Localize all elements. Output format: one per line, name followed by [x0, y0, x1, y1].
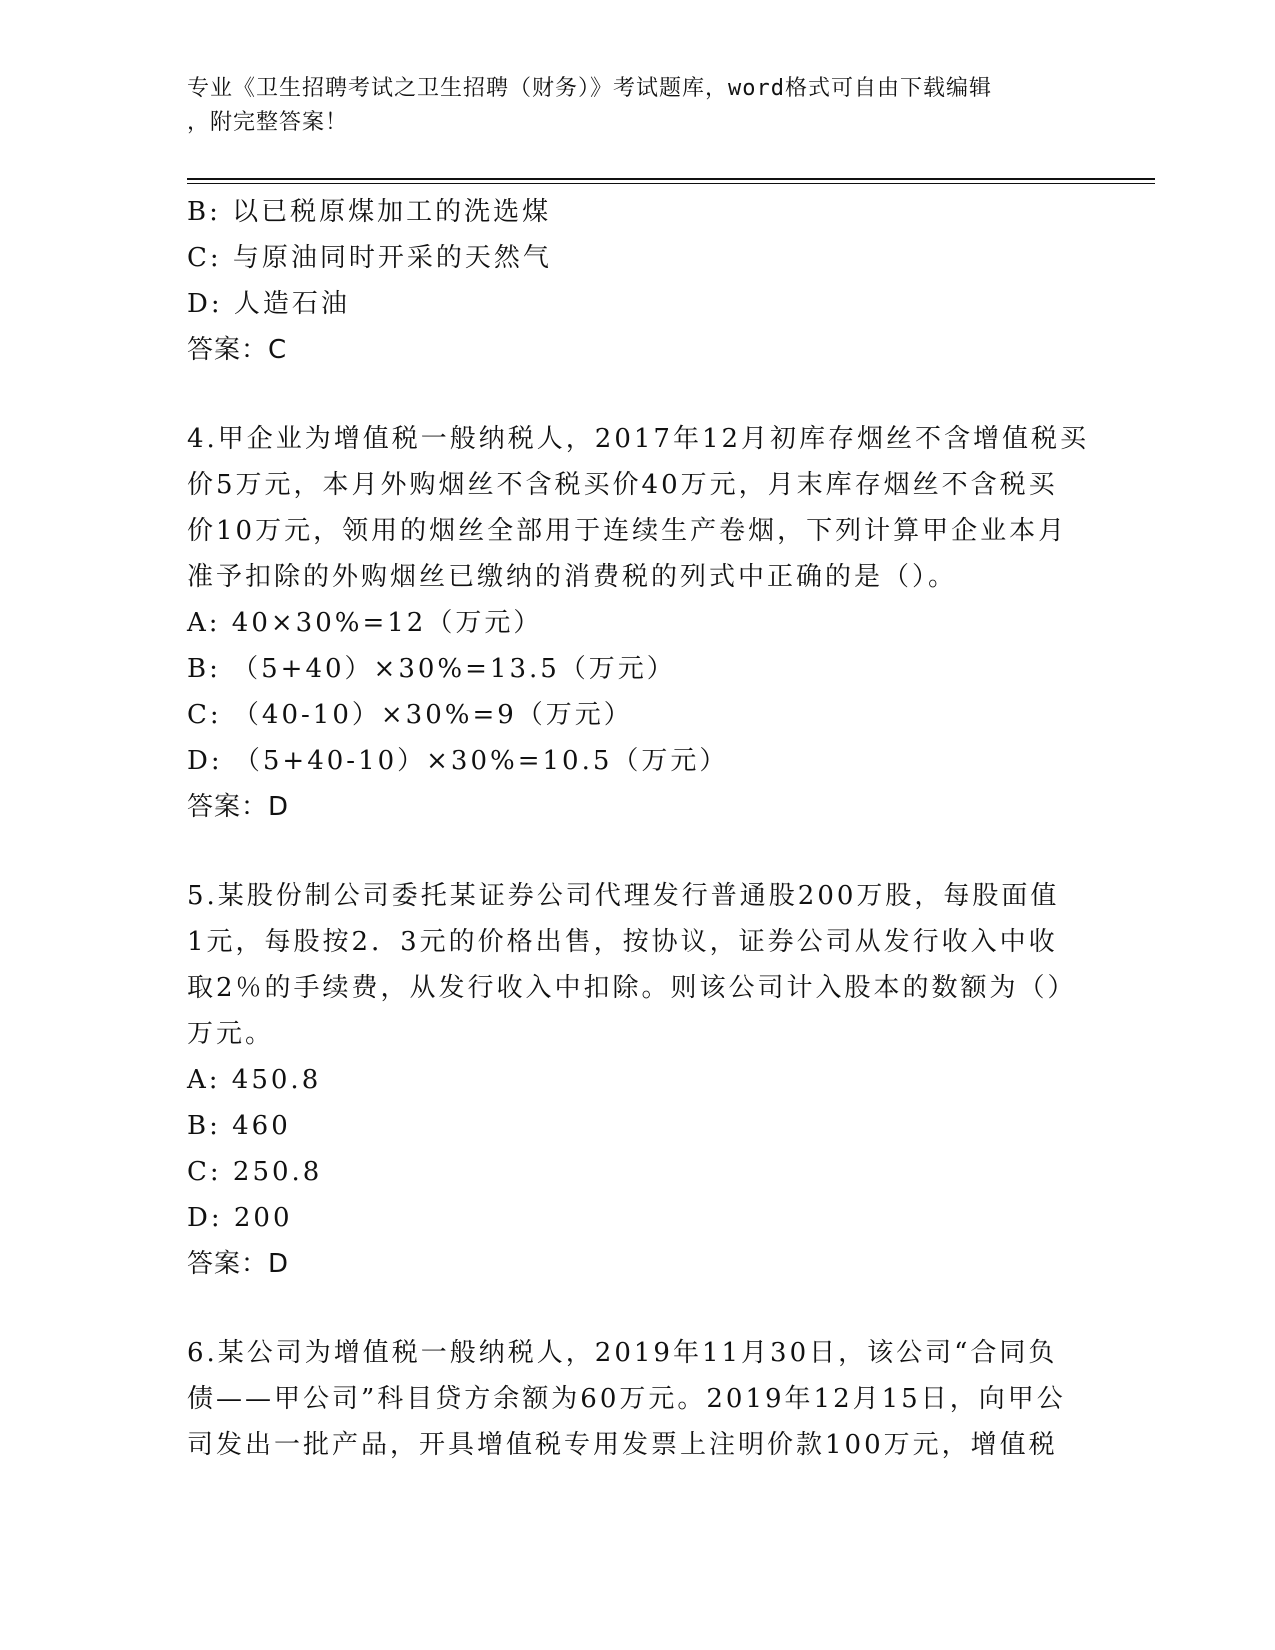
question-stem-line: 4.甲企业为增值税一般纳税人，2017年12月初库存烟丝不含增值税买	[187, 424, 1090, 454]
option-b: B: （5+40）×30%=13.5（万元）	[187, 654, 676, 684]
option-c: C: 250.8	[187, 1157, 323, 1187]
question-6	[187, 1330, 1087, 1468]
document-body	[187, 189, 1090, 1468]
question-4	[187, 416, 1090, 830]
option-d: D: 200	[187, 1203, 293, 1233]
question-stem-line: 6.某公司为增值税一般纳税人，2019年11月30日，该公司“合同负	[187, 1338, 1058, 1368]
option-c: C: 与原油同时开采的天然气	[187, 243, 552, 273]
option-d: D: 人造石油	[187, 289, 350, 319]
document-header	[187, 72, 1067, 140]
header-divider-thick	[187, 178, 1155, 180]
header-divider-thin	[187, 183, 1155, 184]
option-a: A: 40×30%=12（万元）	[187, 608, 543, 638]
question-stem-line: 1元，每股按2．3元的价格出售，按协议，证券公司从发行收入中收	[187, 927, 1058, 957]
question-stem-line: 价10万元，领用的烟丝全部用于连续生产卷烟，下列计算甲企业本月	[187, 516, 1068, 546]
question-3-tail	[187, 189, 1087, 373]
spacer	[187, 1287, 1087, 1330]
question-stem-line: 准予扣除的外购烟丝已缴纳的消费税的列式中正确的是（）。	[187, 562, 958, 592]
spacer	[187, 373, 1087, 416]
question-stem-line: 价5万元，本月外购烟丝不含税买价40万元，月末库存烟丝不含税买	[187, 470, 1058, 500]
question-stem-line: 取2％的手续费，从发行收入中扣除。则该公司计入股本的数额为（）	[187, 973, 1077, 1003]
option-b: B: 以已税原煤加工的洗选煤	[187, 197, 552, 227]
option-d: D: （5+40-10）×30%=10.5（万元）	[187, 746, 729, 776]
answer-line: 答案：C	[187, 335, 288, 365]
option-b: B: 460	[187, 1111, 291, 1141]
spacer	[187, 830, 1087, 873]
header-line-1: 专业《卫生招聘考试之卫生招聘（财务）》考试题库，word格式可自由下载编辑	[187, 76, 992, 101]
question-5	[187, 873, 1087, 1287]
header-line-2: ，附完整答案！	[187, 110, 349, 135]
question-stem-line: 5.某股份制公司委托某证券公司代理发行普通股200万股，每股面值	[187, 881, 1060, 911]
answer-line: 答案：D	[187, 792, 290, 822]
option-a: A: 450.8	[187, 1065, 322, 1095]
answer-line: 答案：D	[187, 1249, 290, 1279]
question-stem-line: 司发出一批产品，开具增值税专用发票上注明价款100万元，增值税	[187, 1430, 1058, 1460]
option-c: C: （40-10）×30%=9（万元）	[187, 700, 633, 730]
question-stem-line: 债——甲公司”科目贷方余额为60万元。2019年12月15日，向甲公	[187, 1384, 1066, 1414]
question-stem-line: 万元。	[187, 1019, 275, 1049]
